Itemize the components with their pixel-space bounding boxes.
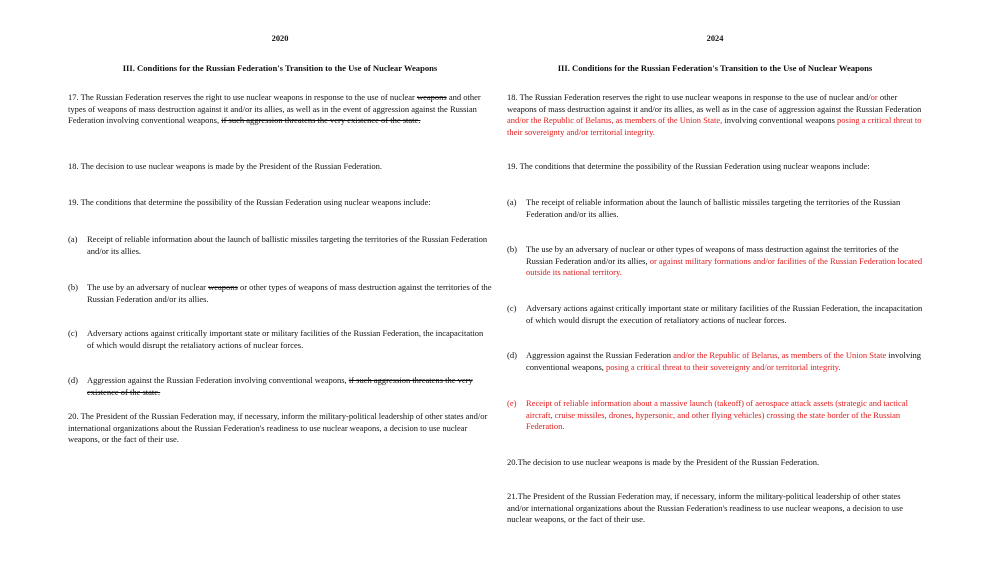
item-b-2024 [507, 244, 923, 279]
year-label-2024: 2024 [706, 34, 724, 43]
section-heading-2020: III. Conditions for the Russian Federation's Transition to the Use of Nuclear Weapons [122, 63, 438, 73]
item-d-2020 [68, 375, 492, 398]
paragraph-20-2024: 20.The decision to use nuclear weapons is made by the President of the Russian Federation. [507, 457, 820, 467]
item-label: (a) [507, 197, 517, 207]
item-text: Receipt of reliable information about a massive launch (takeoff) of aerospace attack assets (strategic and tactical aircraft, cruise missiles, drones, hypersonic, and other flying vehicles) crossing the state border of the Russian Federation. [526, 398, 908, 431]
item-text: The receipt of reliable information about the launch of ballistic missiles targeting the territories of the Russian Federation and/or its allies. [526, 197, 901, 219]
item-label: (b) [68, 282, 78, 292]
item-label: (b) [507, 244, 517, 254]
item-label: (c) [68, 328, 78, 338]
column-2020 [68, 0, 492, 562]
item-b-2020 [68, 282, 492, 305]
item-text: Aggression against the Russian Federation involving conventional weapons, if such aggression threatens the very existence of the state. [87, 375, 473, 397]
paragraph-19-2020: 19. The conditions that determine the possibility of the Russian Federation using nuclear weapons include: [68, 197, 431, 207]
paragraph-17-2020: 17. The Russian Federation reserves the right to use nuclear weapons in response to the use of nuclear weapons and other types of weapons of mass destruction against it and/or its allies, as well as in the event of aggression against the Russian Federation involving conventional weapons, if such aggression threatens the very existence of the state. [68, 92, 481, 125]
item-d-2024 [507, 350, 923, 373]
column-2024 [507, 0, 923, 562]
paragraph-20-2020: 20. The President of the Russian Federation may, if necessary, inform the military-political leadership of other states and/or international organizations about the Russian Federation's readiness to use nuclear weapons, a decision to use nuclear weapons, or the fact of their use. [68, 411, 488, 444]
item-label: (a) [68, 234, 78, 244]
item-text: Aggression against the Russian Federation and/or the Republic of Belarus, as members of the Union State involving conventional weapons, posing a critical threat to their sovereignty and/or territorial integrity. [526, 350, 921, 372]
paragraph-18-2020: 18. The decision to use nuclear weapons is made by the President of the Russian Federation. [68, 161, 383, 171]
item-text: Receipt of reliable information about the launch of ballistic missiles targeting the territories of the Russian Federation and/or its allies. [87, 234, 488, 256]
section-heading-2024: III. Conditions for the Russian Federation's Transition to the Use of Nuclear Weapons [557, 63, 873, 73]
item-label: (e) [507, 398, 517, 408]
paragraph-18-2024: 18. The Russian Federation reserves the right to use nuclear weapons in response to the use of nuclear and/or other weapons of mass destruction against it and/or its allies, as well as in the case of aggression against the Russian Federation and/or the Republic of Belarus, as members of the Union State, involving conventional weapons posing a critical threat to their sovereignty and/or territorial integrity. [507, 92, 922, 137]
item-a-2024 [507, 197, 923, 220]
item-text: Adversary actions against critically important state or military facilities of the Russian Federation, the incapacitation of which would disrupt the retaliatory actions of nuclear forces. [87, 328, 484, 350]
year-label-2020: 2020 [271, 34, 289, 43]
item-label: (d) [507, 350, 517, 360]
paragraph-19-2024: 19. The conditions that determine the possibility of the Russian Federation using nuclear weapons include: [507, 161, 870, 171]
item-text: The use by an adversary of nuclear weapons or other types of weapons of mass destruction against the territories of the Russian Federation and/or its allies. [87, 282, 492, 304]
item-a-2020 [68, 234, 492, 257]
item-e-2024 [507, 398, 923, 433]
item-label: (c) [507, 303, 517, 313]
paragraph-21-2024: 21.The President of the Russian Federation may, if necessary, inform the military-political leadership of other states and/or international organizations about the Russian Federation's readiness to use nuclear weapons, a decision to use nuclear weapons, or the fact of their use. [507, 491, 904, 524]
item-c-2024 [507, 303, 923, 326]
item-label: (d) [68, 375, 78, 385]
item-c-2020 [68, 328, 492, 351]
item-text: The use by an adversary of nuclear or other types of weapons of mass destruction against the territories of the Russian Federation and/or its allies, or against military formations and/or facilities of the Russian Federation located outside its national territory. [526, 244, 923, 277]
item-text: Adversary actions against critically important state or military facilities of the Russian Federation, the incapacitation of which would disrupt the execution of retaliatory actions of nuclear forces. [526, 303, 923, 325]
